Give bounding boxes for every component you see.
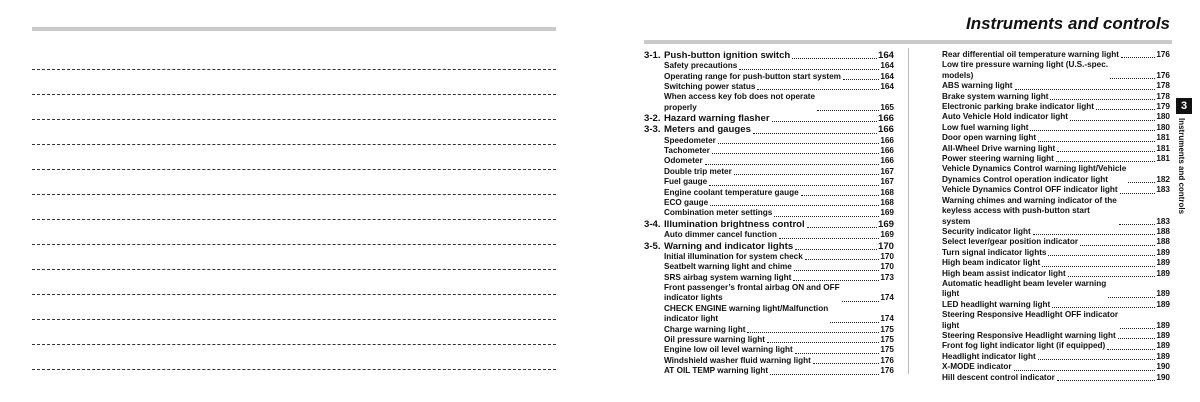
toc-entry-title: X-MODE indicator	[942, 362, 1012, 372]
toc-entry[interactable]	[942, 331, 1170, 341]
toc-section-number: 3-1.	[644, 50, 661, 61]
toc-leader-dots	[805, 259, 880, 260]
toc-leader-dots	[1110, 78, 1155, 79]
toc-page-number: 168	[880, 187, 894, 197]
note-line	[32, 194, 556, 195]
toc-entry-title: Select lever/gear position indicator	[942, 237, 1079, 247]
toc-leader-dots	[1056, 161, 1155, 162]
toc-entry[interactable]	[942, 60, 1170, 81]
toc-leader-dots	[1120, 193, 1156, 194]
toc-page-number: 164	[877, 50, 894, 61]
toc-page-number: 181	[1156, 143, 1170, 153]
note-line	[32, 219, 556, 220]
toc-leader-dots	[1030, 130, 1155, 131]
toc-entry[interactable]	[942, 341, 1170, 351]
toc-leader-dots	[1121, 57, 1155, 58]
toc-entry-title: ECO gauge	[664, 198, 709, 208]
toc-page-number: 173	[880, 272, 894, 282]
toc-entry[interactable]	[644, 345, 894, 355]
toc-entry-title: Rear differential oil temperature warning light	[942, 50, 1119, 59]
toc-entry[interactable]	[942, 269, 1170, 279]
toc-entry[interactable]	[644, 177, 894, 187]
toc-page-number: 188	[1156, 226, 1170, 236]
toc-entry[interactable]	[942, 164, 1170, 185]
note-line	[32, 294, 556, 295]
toc-leader-dots	[1042, 266, 1155, 267]
toc-leader-dots	[1038, 141, 1155, 142]
toc-entry[interactable]	[644, 82, 894, 92]
toc-entry[interactable]	[644, 366, 894, 376]
toc-leader-dots	[795, 353, 880, 354]
toc-leader-dots	[807, 227, 877, 228]
toc-entry-title: AT OIL TEMP warning light	[664, 366, 769, 376]
toc-entry[interactable]	[942, 102, 1170, 112]
toc-leader-dots	[709, 185, 879, 186]
toc-section-number: 3-2.	[644, 113, 661, 125]
toc-entry[interactable]	[942, 362, 1170, 372]
toc-entry[interactable]	[942, 185, 1170, 195]
note-line	[32, 144, 556, 145]
toc-entry[interactable]	[644, 136, 894, 146]
toc-page-number: 189	[1156, 289, 1170, 299]
toc-entry[interactable]	[644, 188, 894, 198]
toc-entry-title: Safety precautions	[664, 61, 738, 71]
toc-page-number: 181	[1156, 133, 1170, 143]
toc-page-number: 166	[880, 146, 894, 156]
toc-leader-dots	[747, 332, 879, 333]
toc-leader-dots	[1107, 349, 1155, 350]
note-line	[32, 94, 556, 95]
toc-page-number: 167	[880, 166, 894, 176]
toc-page-number: 164	[880, 82, 894, 92]
toc-section-entry[interactable]	[644, 113, 894, 124]
toc-entry-title: Hill descent control indicator	[942, 372, 1055, 382]
toc-entry-title: Headlight indicator light	[942, 351, 1036, 361]
toc-entry-title: Auto Vehicle Hold indicator light	[942, 112, 1069, 122]
toc-page-number: 169	[880, 230, 894, 240]
toc-entry[interactable]	[942, 50, 1170, 60]
toc-entry-title: High beam assist indicator light	[942, 268, 1066, 278]
toc-entry-title: Auto dimmer cancel function	[664, 230, 777, 240]
toc-entry[interactable]	[644, 208, 894, 218]
toc-page-number: 166	[877, 124, 894, 136]
toc-leader-dots	[817, 110, 879, 111]
toc-entry[interactable]	[644, 146, 894, 156]
toc-entry-title: Warning chimes and warning indicator of the keyless access with push-button start system	[942, 195, 1117, 226]
toc-page-number: 170	[877, 240, 894, 252]
right-page-top-rule	[644, 40, 1172, 44]
toc-leader-dots	[1057, 380, 1156, 381]
toc-leader-dots	[1119, 224, 1155, 225]
toc-entry[interactable]	[644, 61, 894, 71]
toc-page-number: 170	[880, 251, 894, 261]
toc-page-number: 164	[880, 61, 894, 71]
toc-entry-title: Front fog light indicator light (if equipped)	[942, 341, 1106, 351]
toc-page-number: 164	[880, 71, 894, 81]
toc-entry-title: CHECK ENGINE warning light/Malfunction indicator light	[664, 303, 829, 324]
toc-leader-dots	[813, 363, 879, 364]
toc-entry-title: Charge warning light	[664, 324, 746, 334]
toc-entry[interactable]	[644, 325, 894, 335]
toc-leader-dots	[774, 216, 879, 217]
toc-entry-title: Power steering warning light	[942, 154, 1054, 164]
toc-entry-title: Front passenger’s frontal airbag ON and OFF indicator lights	[664, 282, 840, 303]
toc-entry-title: Brake system warning light	[942, 91, 1049, 101]
toc-entry[interactable]	[942, 352, 1170, 362]
toc-page-number: 178	[1156, 91, 1170, 101]
toc-leader-dots	[772, 121, 877, 122]
toc-entry-title: Low tire pressure warning light (U.S.-spec. models)	[942, 60, 1109, 80]
toc-page-number: 170	[880, 262, 894, 272]
toc-page-number: 189	[1156, 247, 1170, 257]
toc-entry[interactable]	[942, 196, 1170, 227]
toc-entry-title: Switching power status	[664, 82, 756, 92]
chapter-tab-label: Instruments and controls	[1177, 118, 1186, 215]
toc-page-number: 181	[1156, 154, 1170, 164]
toc-leader-dots	[767, 342, 879, 343]
note-line	[32, 169, 556, 170]
toc-page-number: 189	[1156, 351, 1170, 361]
toc-page-number: 176	[880, 366, 894, 376]
toc-page-number: 167	[880, 177, 894, 187]
toc-page-number: 189	[1156, 299, 1170, 309]
toc-entry-title: ABS warning light	[942, 81, 1013, 91]
toc-entry[interactable]	[644, 252, 894, 262]
toc-entry[interactable]	[942, 227, 1170, 237]
toc-right-column	[942, 50, 1170, 383]
toc-leader-dots	[739, 69, 879, 70]
toc-entry-title: Initial illumination for system check	[664, 251, 803, 261]
note-line	[32, 319, 556, 320]
toc-entry-title: Steering Responsive Headlight warning light	[942, 330, 1116, 340]
toc-page-number: 175	[880, 324, 894, 334]
left-page-top-rule	[32, 27, 556, 31]
toc-entry-title: Engine coolant temperature gauge	[664, 187, 799, 197]
page-title: Instruments and controls	[965, 14, 1170, 33]
toc-page-number: 174	[880, 293, 894, 303]
toc-leader-dots	[705, 164, 880, 165]
toc-page-number: 180	[1156, 112, 1170, 122]
toc-page-number: 176	[880, 355, 894, 365]
toc-page-number: 183	[1156, 185, 1170, 195]
toc-leader-dots	[1050, 99, 1155, 100]
toc-entry-title: SRS airbag system warning light	[664, 272, 792, 282]
toc-entry[interactable]	[942, 133, 1170, 143]
toc-entry-title: Combination meter settings	[664, 208, 773, 218]
toc-entry[interactable]	[942, 154, 1170, 164]
toc-entry-title: When access key fob does not operate properly	[664, 92, 816, 112]
toc-entry[interactable]	[942, 112, 1170, 122]
toc-entry-title: All-Wheel Drive warning light	[942, 143, 1056, 153]
toc-leader-dots	[1057, 151, 1155, 152]
toc-page-number: 174	[880, 314, 894, 324]
toc-leader-dots	[1120, 328, 1155, 329]
toc-entry-title: Vehicle Dynamics Control warning light/Vehicle Dynamics Control operation indicator light	[942, 164, 1127, 184]
toc-page-number: 190	[1156, 362, 1170, 372]
toc-entry-title: Steering Responsive Headlight OFF indicator light	[942, 310, 1119, 330]
toc-page-number: 168	[880, 198, 894, 208]
note-line	[32, 269, 556, 270]
chapter-tab-number: 3	[1176, 98, 1192, 114]
toc-leader-dots	[830, 322, 879, 323]
toc-leader-dots	[753, 133, 877, 134]
toc-section-entry[interactable]	[644, 219, 894, 230]
toc-page-number: 166	[877, 113, 894, 125]
toc-entry-title: Double trip meter	[664, 166, 732, 176]
toc-page-number: 166	[880, 135, 894, 145]
toc-entry-title: Hazard warning flasher	[664, 113, 770, 125]
toc-entry-title: Illumination brightness control	[664, 218, 805, 230]
toc-entry-title: Low fuel warning light	[942, 122, 1029, 132]
toc-page-number: 189	[1156, 258, 1170, 268]
toc-entry-title: High beam indicator light	[942, 258, 1041, 268]
toc-entry[interactable]	[942, 237, 1170, 247]
toc-entry[interactable]	[644, 335, 894, 345]
toc-leader-dots	[1014, 370, 1156, 371]
toc-page-number: 178	[1156, 81, 1170, 91]
toc-entry[interactable]	[644, 230, 894, 240]
toc-page-number: 175	[880, 345, 894, 355]
note-line	[32, 69, 556, 70]
toc-entry-title: Seatbelt warning light and chime	[664, 262, 792, 272]
toc-leader-dots	[1128, 182, 1155, 183]
toc-leader-dots	[757, 89, 879, 90]
toc-entry-title: Electronic parking brake indicator light	[942, 102, 1094, 112]
toc-section-entry[interactable]	[644, 241, 894, 252]
toc-leader-dots	[793, 280, 879, 281]
toc-page-number: 182	[1156, 174, 1170, 184]
toc-section-number: 3-5.	[644, 240, 661, 252]
toc-page-number: 189	[1156, 320, 1170, 330]
toc-page-number: 175	[880, 334, 894, 344]
note-line	[32, 119, 556, 120]
toc-entry[interactable]	[644, 273, 894, 283]
toc-page-number: 190	[1156, 372, 1170, 382]
toc-leader-dots	[792, 58, 877, 59]
toc-page-number: 179	[1156, 102, 1170, 112]
toc-leader-dots	[1038, 359, 1156, 360]
toc-page-number: 176	[1156, 50, 1170, 59]
note-line	[32, 244, 556, 245]
toc-entry-title: Windshield washer fluid warning light	[664, 355, 811, 365]
toc-entry[interactable]	[942, 92, 1170, 102]
toc-leader-dots	[1080, 245, 1155, 246]
toc-leader-dots	[843, 79, 879, 80]
toc-entry[interactable]	[644, 283, 894, 304]
toc-page-number: 165	[880, 102, 894, 112]
toc-leader-dots	[795, 249, 877, 250]
toc-entry-title: Door open warning light	[942, 133, 1037, 143]
note-line	[32, 344, 556, 345]
toc-page-number: 189	[1156, 268, 1170, 278]
toc-leader-dots	[1048, 255, 1155, 256]
toc-entry-title: Operating range for push-button start system	[664, 71, 841, 81]
toc-leader-dots	[1070, 120, 1155, 121]
toc-leader-dots	[842, 301, 880, 302]
toc-entry[interactable]	[942, 258, 1170, 268]
toc-section-number: 3-4.	[644, 218, 661, 230]
toc-leader-dots	[770, 374, 879, 375]
toc-leader-dots	[1108, 297, 1155, 298]
toc-entry[interactable]	[644, 72, 894, 82]
toc-page-number: 166	[880, 156, 894, 166]
toc-page-number: 176	[1156, 70, 1170, 80]
toc-section-entry[interactable]	[644, 50, 894, 61]
toc-leader-dots	[712, 153, 880, 154]
column-divider	[908, 48, 909, 374]
toc-entry-title: Oil pressure warning light	[664, 334, 765, 344]
toc-entry-title: Fuel gauge	[664, 177, 708, 187]
toc-entry[interactable]	[942, 373, 1170, 383]
toc-section-number: 3-3.	[644, 124, 661, 136]
toc-left-column	[644, 50, 894, 377]
toc-entry[interactable]	[644, 304, 894, 325]
toc-page-number: 183	[1156, 216, 1170, 226]
toc-entry[interactable]	[942, 279, 1170, 300]
toc-entry[interactable]	[644, 156, 894, 166]
toc-entry[interactable]	[942, 144, 1170, 154]
toc-leader-dots	[718, 143, 879, 144]
toc-leader-dots	[794, 270, 879, 271]
toc-page-number: 189	[1156, 341, 1170, 351]
toc-entry-title: Turn signal indicator lights	[942, 247, 1047, 257]
toc-page-number: 180	[1156, 122, 1170, 132]
toc-entry-title: Odometer	[664, 156, 703, 166]
toc-entry-title: Engine low oil level warning light	[664, 345, 793, 355]
toc-leader-dots	[801, 195, 880, 196]
toc-entry-title: Vehicle Dynamics Control OFF indicator light	[942, 185, 1118, 195]
toc-entry-title: Push-button ignition switch	[664, 50, 791, 61]
toc-page-number: 188	[1156, 237, 1170, 247]
toc-page-number: 169	[877, 218, 894, 230]
toc-entry[interactable]	[644, 262, 894, 272]
toc-page-number: 169	[880, 208, 894, 218]
note-line	[32, 369, 556, 370]
toc-entry-title: Tachometer	[664, 146, 710, 156]
toc-leader-dots	[1118, 338, 1156, 339]
toc-leader-dots	[734, 174, 880, 175]
toc-page-number: 189	[1156, 330, 1170, 340]
toc-entry-title: LED headlight warning light	[942, 299, 1051, 309]
toc-entry[interactable]	[644, 198, 894, 208]
toc-entry[interactable]	[644, 167, 894, 177]
toc-entry[interactable]	[644, 356, 894, 366]
toc-entry[interactable]	[942, 248, 1170, 258]
toc-entry[interactable]	[942, 310, 1170, 331]
toc-entry-title: Security indicator light	[942, 226, 1031, 236]
toc-entry[interactable]	[942, 300, 1170, 310]
toc-leader-dots	[1033, 234, 1156, 235]
toc-leader-dots	[1096, 109, 1155, 110]
toc-entry-title: Speedometer	[664, 135, 716, 145]
toc-entry[interactable]	[942, 123, 1170, 133]
toc-entry-title: Automatic headlight beam leveler warning light	[942, 278, 1107, 299]
toc-leader-dots	[1052, 307, 1155, 308]
toc-leader-dots	[710, 205, 879, 206]
toc-section-entry[interactable]	[644, 124, 894, 135]
toc-entry[interactable]	[942, 81, 1170, 91]
toc-entry-title: Warning and indicator lights	[664, 240, 794, 252]
toc-entry-title: Meters and gauges	[664, 124, 751, 136]
toc-leader-dots	[1015, 89, 1156, 90]
toc-leader-dots	[779, 238, 880, 239]
toc-entry[interactable]	[644, 92, 894, 113]
toc-leader-dots	[1068, 276, 1156, 277]
